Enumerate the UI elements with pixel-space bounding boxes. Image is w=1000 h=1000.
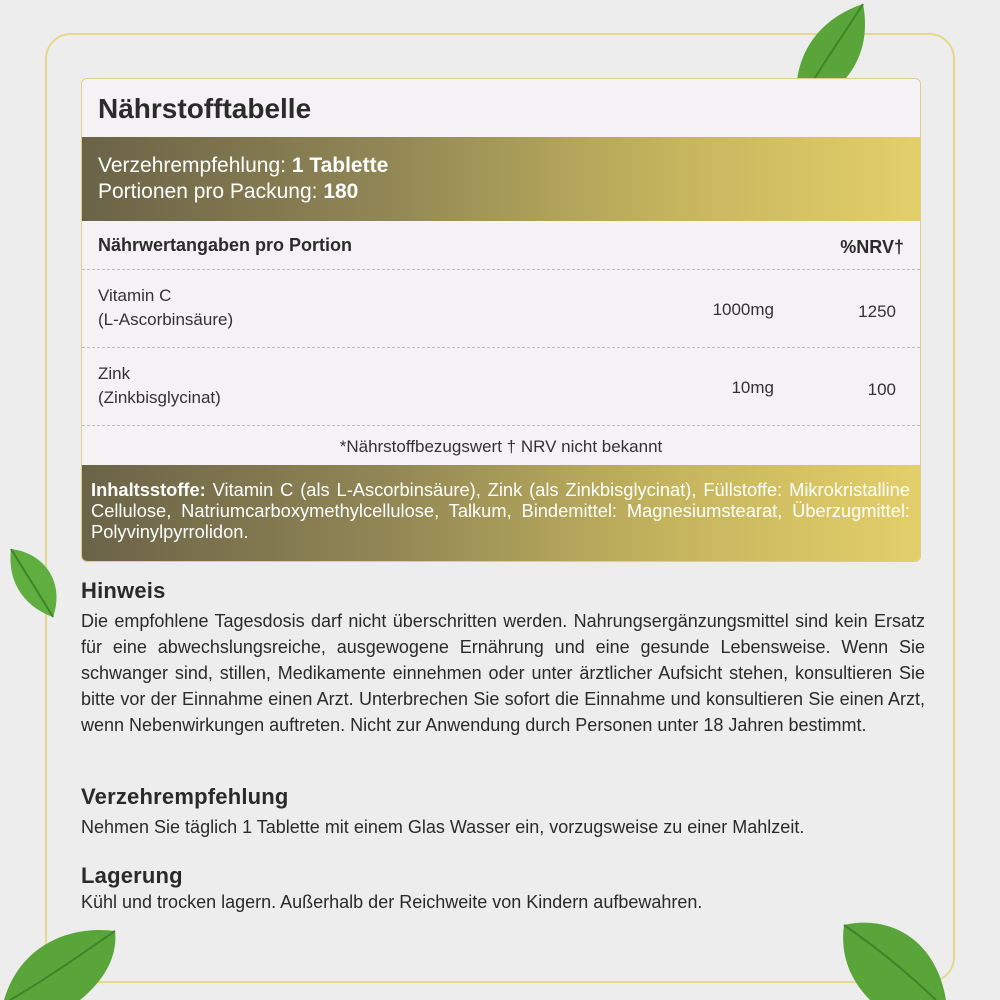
lagerung-title: Lagerung [81, 863, 183, 888]
leaf-icon [840, 915, 950, 1000]
hinweis-text: Die empfohlene Tagesdosis darf nicht überschritten werden. Nahrungsergänzungsmittel sind kein Ersatz für eine abwechslungsreiche, ausgewogene Ernährung und eine gesunde Lebensweise. Wenn Sie schwanger sind, stillen, Medikamente einnehmen oder unter ärztlicher Aufsicht stehen, konsultieren Sie bitte vor der Einnahme einen Arzt. Unterbrechen Sie sofort die Einnahme und konsultieren Sie einen Arzt, wenn Nebenwirkungen auftreten. Nicht zur Anwendung durch Personen unter 18 Jahren bestimmt. [81, 611, 925, 735]
lagerung-text: Kühl und trocken lagern. Außerhalb der Reichweite von Kindern aufbewahren. [81, 892, 703, 912]
ingredients-box [82, 465, 920, 561]
ingredients-label: Inhaltsstoffe: [91, 479, 206, 500]
recommendation-label: Verzehrempfehlung: [98, 154, 286, 177]
table-row [82, 348, 920, 426]
table-row [82, 270, 920, 348]
nutrient-nrv: 100 [867, 380, 896, 399]
header-nrv: %NRV† [840, 237, 904, 257]
recommendation-value: 1 Tablette [291, 154, 389, 177]
nutrient-form: (Zinkbisglycinat) [98, 388, 221, 407]
nutrition-table [81, 78, 921, 562]
serving-info [82, 137, 920, 221]
nutrient-name: Vitamin C [98, 286, 172, 305]
nutrient-amount: 10mg [731, 378, 774, 397]
nutrient-form: (L-Ascorbinsäure) [98, 310, 234, 329]
leaf-icon [0, 925, 120, 1000]
lagerung-section [81, 863, 925, 915]
portions-value: 180 [323, 180, 359, 203]
nutrient-nrv: 1250 [858, 302, 896, 321]
header-label: Nährwertangaben pro Portion [98, 235, 353, 255]
verzehr-text: Nehmen Sie täglich 1 Tablette mit einem Glas Wasser ein, vorzugsweise zu einer Mahlzeit. [81, 817, 805, 837]
ingredients-text: Vitamin C (als L-Ascorbinsäure), Zink (als Zinkbisglycinat), Füllstoffe: Mikrokristalline Cellulose, Natriumcarboxymethylcellulose, Talkum, Bindemittel: Magnesiumstearat, Überzugmittel: Polyvinylpyrrolidon. [91, 479, 910, 542]
leaf-icon [5, 545, 65, 620]
portions-label: Portionen pro Packung: [98, 180, 318, 203]
table-header [82, 221, 920, 270]
hinweis-title: Hinweis [81, 578, 166, 603]
verzehr-title: Verzehrempfehlung [81, 784, 289, 809]
table-title: Nährstofftabelle [82, 79, 920, 137]
table-footnote: *Nährstoffbezugswert † NRV nicht bekannt [339, 437, 663, 456]
hinweis-section [81, 578, 925, 738]
nutrient-name: Zink [98, 364, 131, 383]
nutrient-amount: 1000mg [712, 300, 774, 319]
verzehr-section [81, 784, 925, 840]
